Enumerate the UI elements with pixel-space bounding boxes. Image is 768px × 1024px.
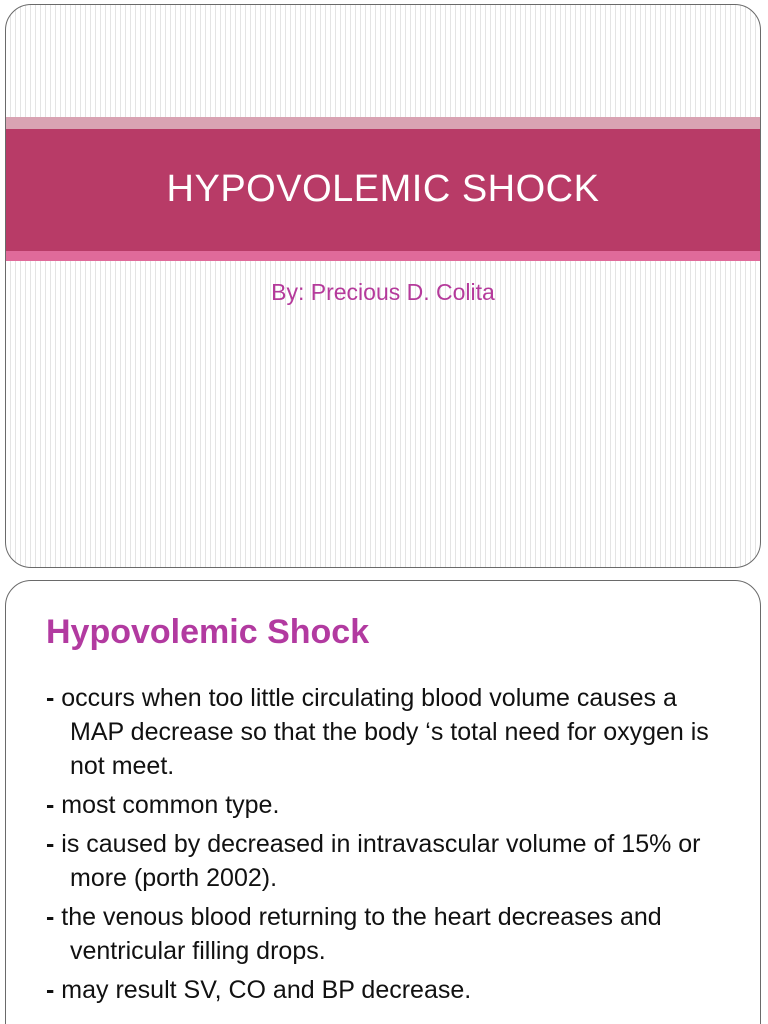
- bullet-list: [46, 681, 726, 1012]
- title-band: [6, 129, 760, 251]
- list-item: [46, 681, 726, 783]
- bullet-text: the venous blood returning to the heart decreases and ventricular filling drops.: [61, 903, 662, 965]
- content-slide: [5, 580, 761, 1024]
- bullet-text: most common type.: [61, 791, 280, 819]
- bullet-text: occurs when too little circulating blood volume causes a MAP decrease so that the body ‘s total need for oxygen is not meet.: [61, 684, 709, 780]
- content-heading: Hypovolemic Shock: [46, 613, 370, 651]
- bullet-dash: -: [46, 791, 62, 819]
- bullet-dash: -: [46, 903, 62, 931]
- title-band-top-stripe: [6, 117, 760, 129]
- bullet-text: is caused by decreased in intravascular volume of 15% or more (porth 2002).: [61, 830, 701, 892]
- title-slide: [5, 4, 761, 568]
- bullet-dash: -: [46, 684, 62, 712]
- slide-subtitle: By: Precious D. Colita: [271, 279, 495, 305]
- title-band-bottom-stripe: [6, 251, 760, 261]
- list-item: [46, 973, 726, 1007]
- bullet-text: may result SV, CO and BP decrease.: [61, 976, 472, 1004]
- list-item: [46, 827, 726, 895]
- slide-title: HYPOVOLEMIC SHOCK: [166, 167, 600, 210]
- list-item: [46, 900, 726, 968]
- bullet-dash: -: [46, 830, 62, 858]
- bullet-dash: -: [46, 976, 62, 1004]
- list-item: [46, 788, 726, 822]
